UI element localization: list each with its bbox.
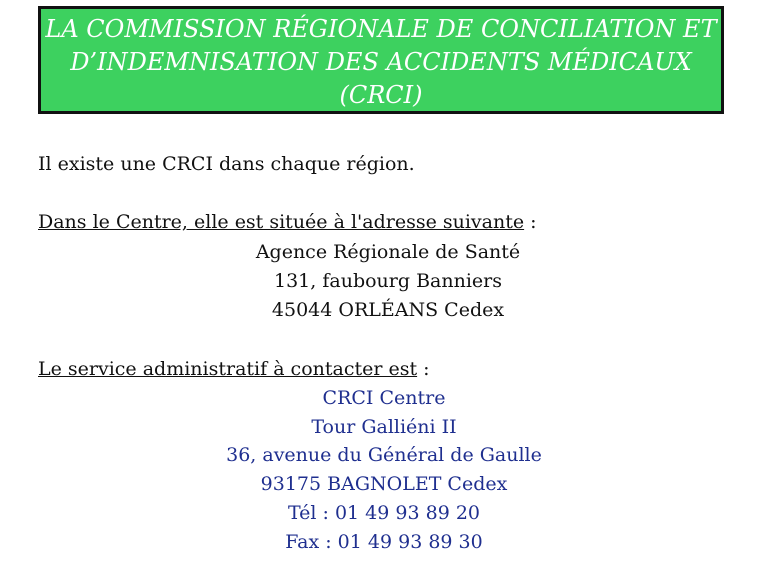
address-line-1: Agence Régionale de Santé [255,241,521,263]
contact-line-2: Tour Galliéni II [311,416,457,438]
title-line-3: (CRCI) [339,81,423,109]
address-line-3: 45044 ORLÉANS Cedex [271,299,505,321]
address-line-2: 131, faubourg Banniers [274,270,502,292]
contact-phone: Tél : 01 49 93 89 20 [287,502,481,524]
contact-heading [38,355,430,383]
contact-line-1: CRCI Centre [322,387,446,409]
contact-colon: : [417,358,430,380]
location-colon: : [524,211,537,233]
contact-line-4: 93175 BAGNOLET Cedex [260,473,508,495]
title-line-1: LA COMMISSION RÉGIONALE DE CONCILIATION ET [45,15,717,43]
location-label: Dans le Centre, elle est située à l'adresse suivante [38,211,525,233]
intro-text [38,150,415,178]
contact-fax: Fax : 01 49 93 89 30 [285,531,483,553]
intro-sentence: Il existe une CRCI dans chaque région. [38,153,415,175]
title-line-2: D’INDEMNISATION DES ACCIDENTS MÉDICAUX [70,48,692,76]
contact-line-3: 36, avenue du Général de Gaulle [226,444,542,466]
contact-label: Le service administratif à contacter est [38,358,418,380]
title-banner [38,6,724,114]
location-heading [38,208,537,236]
